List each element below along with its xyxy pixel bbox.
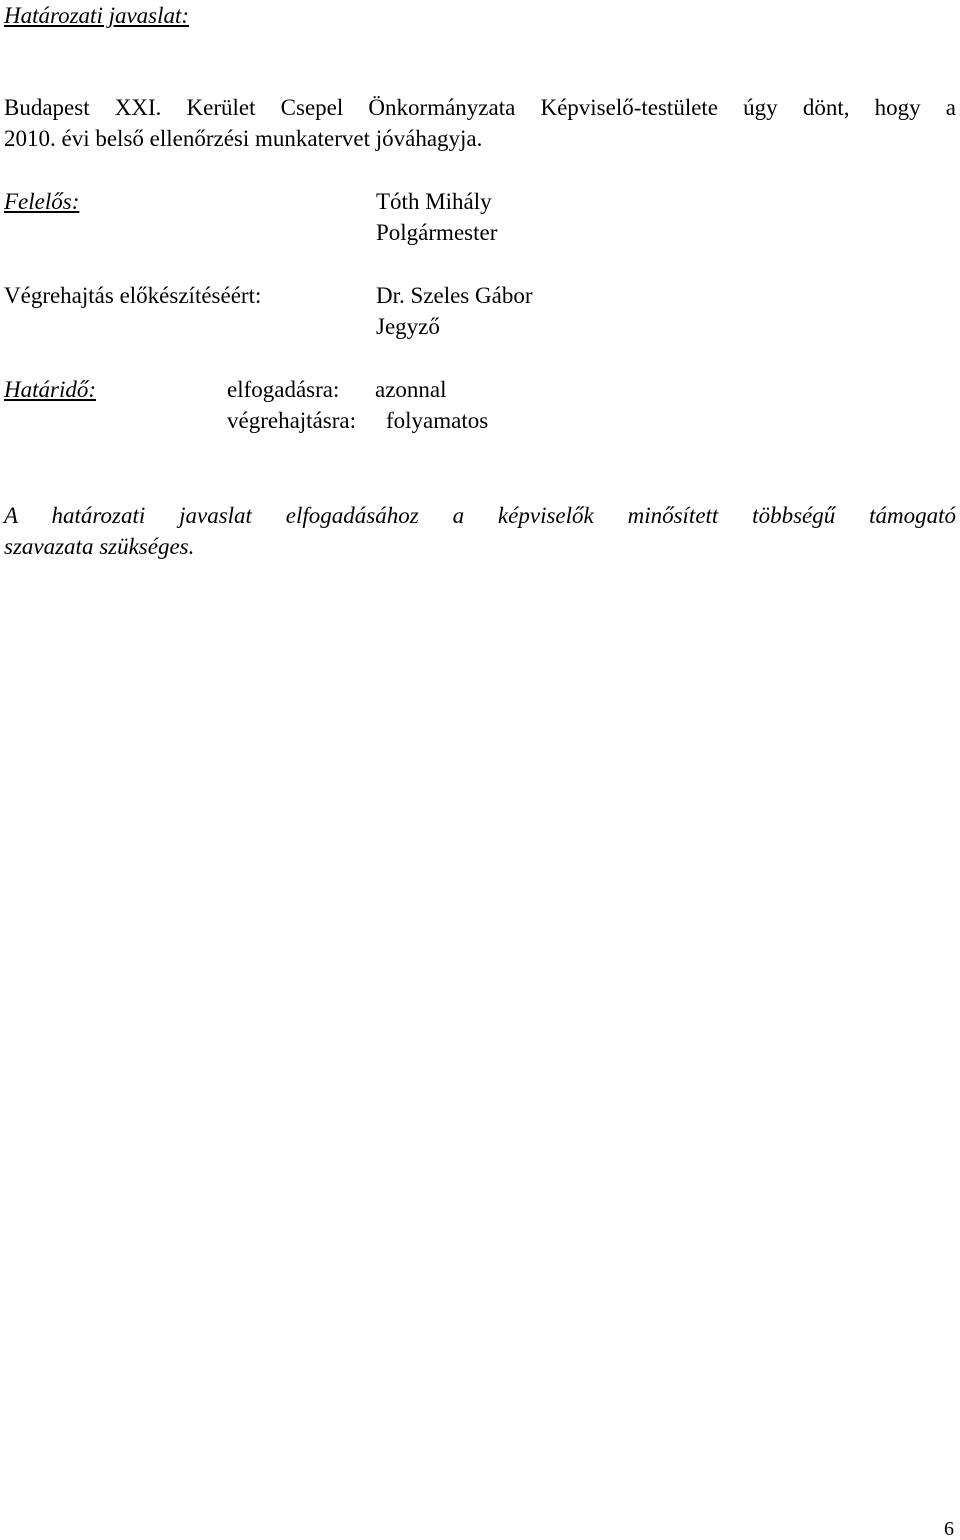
deadline-adoption-value: azonnal xyxy=(375,377,447,402)
preparation-title: Jegyző xyxy=(376,314,440,339)
resolution-heading: Határozati javaslat: xyxy=(4,3,190,28)
voting-note-line-2: szavazata szükséges. xyxy=(4,534,195,559)
preparation-label: Végrehajtás előkészítéséért: xyxy=(4,283,262,308)
responsible-title: Polgármester xyxy=(376,220,498,245)
deadline-execution-label: végrehajtásra: xyxy=(227,408,356,433)
preparation-name: Dr. Szeles Gábor xyxy=(376,283,533,308)
deadline-label: Határidő: xyxy=(4,377,96,402)
responsible-name: Tóth Mihály xyxy=(376,189,492,214)
page-number: 6 xyxy=(944,1518,954,1540)
resolution-text-line-1: Budapest XXI. Kerület Csepel Önkormányzata Képviselő-testülete úgy dönt, hogy a xyxy=(4,95,956,120)
deadline-execution-value: folyamatos xyxy=(386,408,489,433)
voting-note-line-1: A határozati javaslat elfogadásához a képviselők minősített többségű támogató xyxy=(4,503,956,528)
responsible-label: Felelős: xyxy=(4,189,80,214)
resolution-text-line-2: 2010. évi belső ellenőrzési munkatervet jóváhagyja. xyxy=(4,126,483,151)
deadline-adoption-label: elfogadásra: xyxy=(227,377,340,402)
